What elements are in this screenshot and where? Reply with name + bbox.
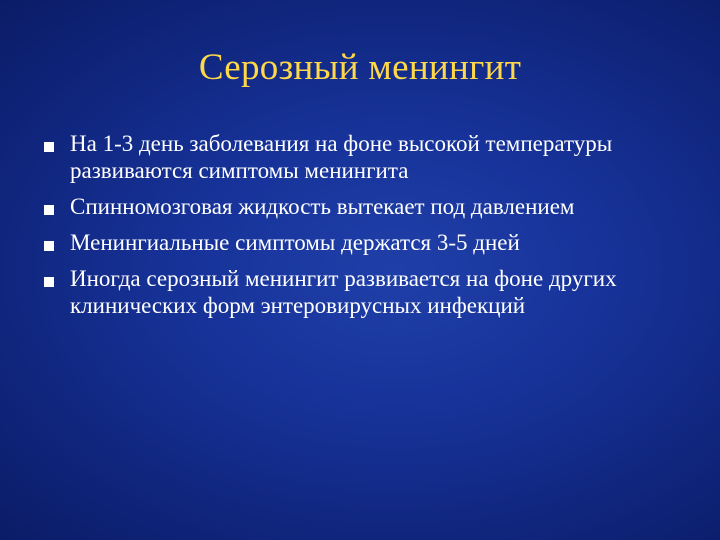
slide-title: Серозный менингит	[198, 47, 522, 88]
bullet-item	[44, 265, 704, 319]
bullet-text: На 1-3 день заболевания на фоне высокой температуры развиваются симптомы менингита	[70, 131, 613, 183]
bullet-text: Спинномозговая жидкость вытекает под давлением	[70, 194, 575, 219]
bullet-item	[44, 130, 704, 184]
square-bullet-icon	[44, 205, 54, 215]
square-bullet-icon	[44, 142, 54, 152]
bullet-text: Менингиальные симптомы держатся 3-5 дней	[70, 230, 520, 255]
bullet-item	[44, 193, 704, 220]
square-bullet-icon	[44, 277, 54, 287]
bullet-item	[44, 229, 704, 256]
bullet-list	[44, 130, 704, 328]
square-bullet-icon	[44, 241, 54, 251]
bullet-text: Иногда серозный менингит развивается на фоне других клинических форм энтеровирусных инфекций	[70, 266, 617, 318]
